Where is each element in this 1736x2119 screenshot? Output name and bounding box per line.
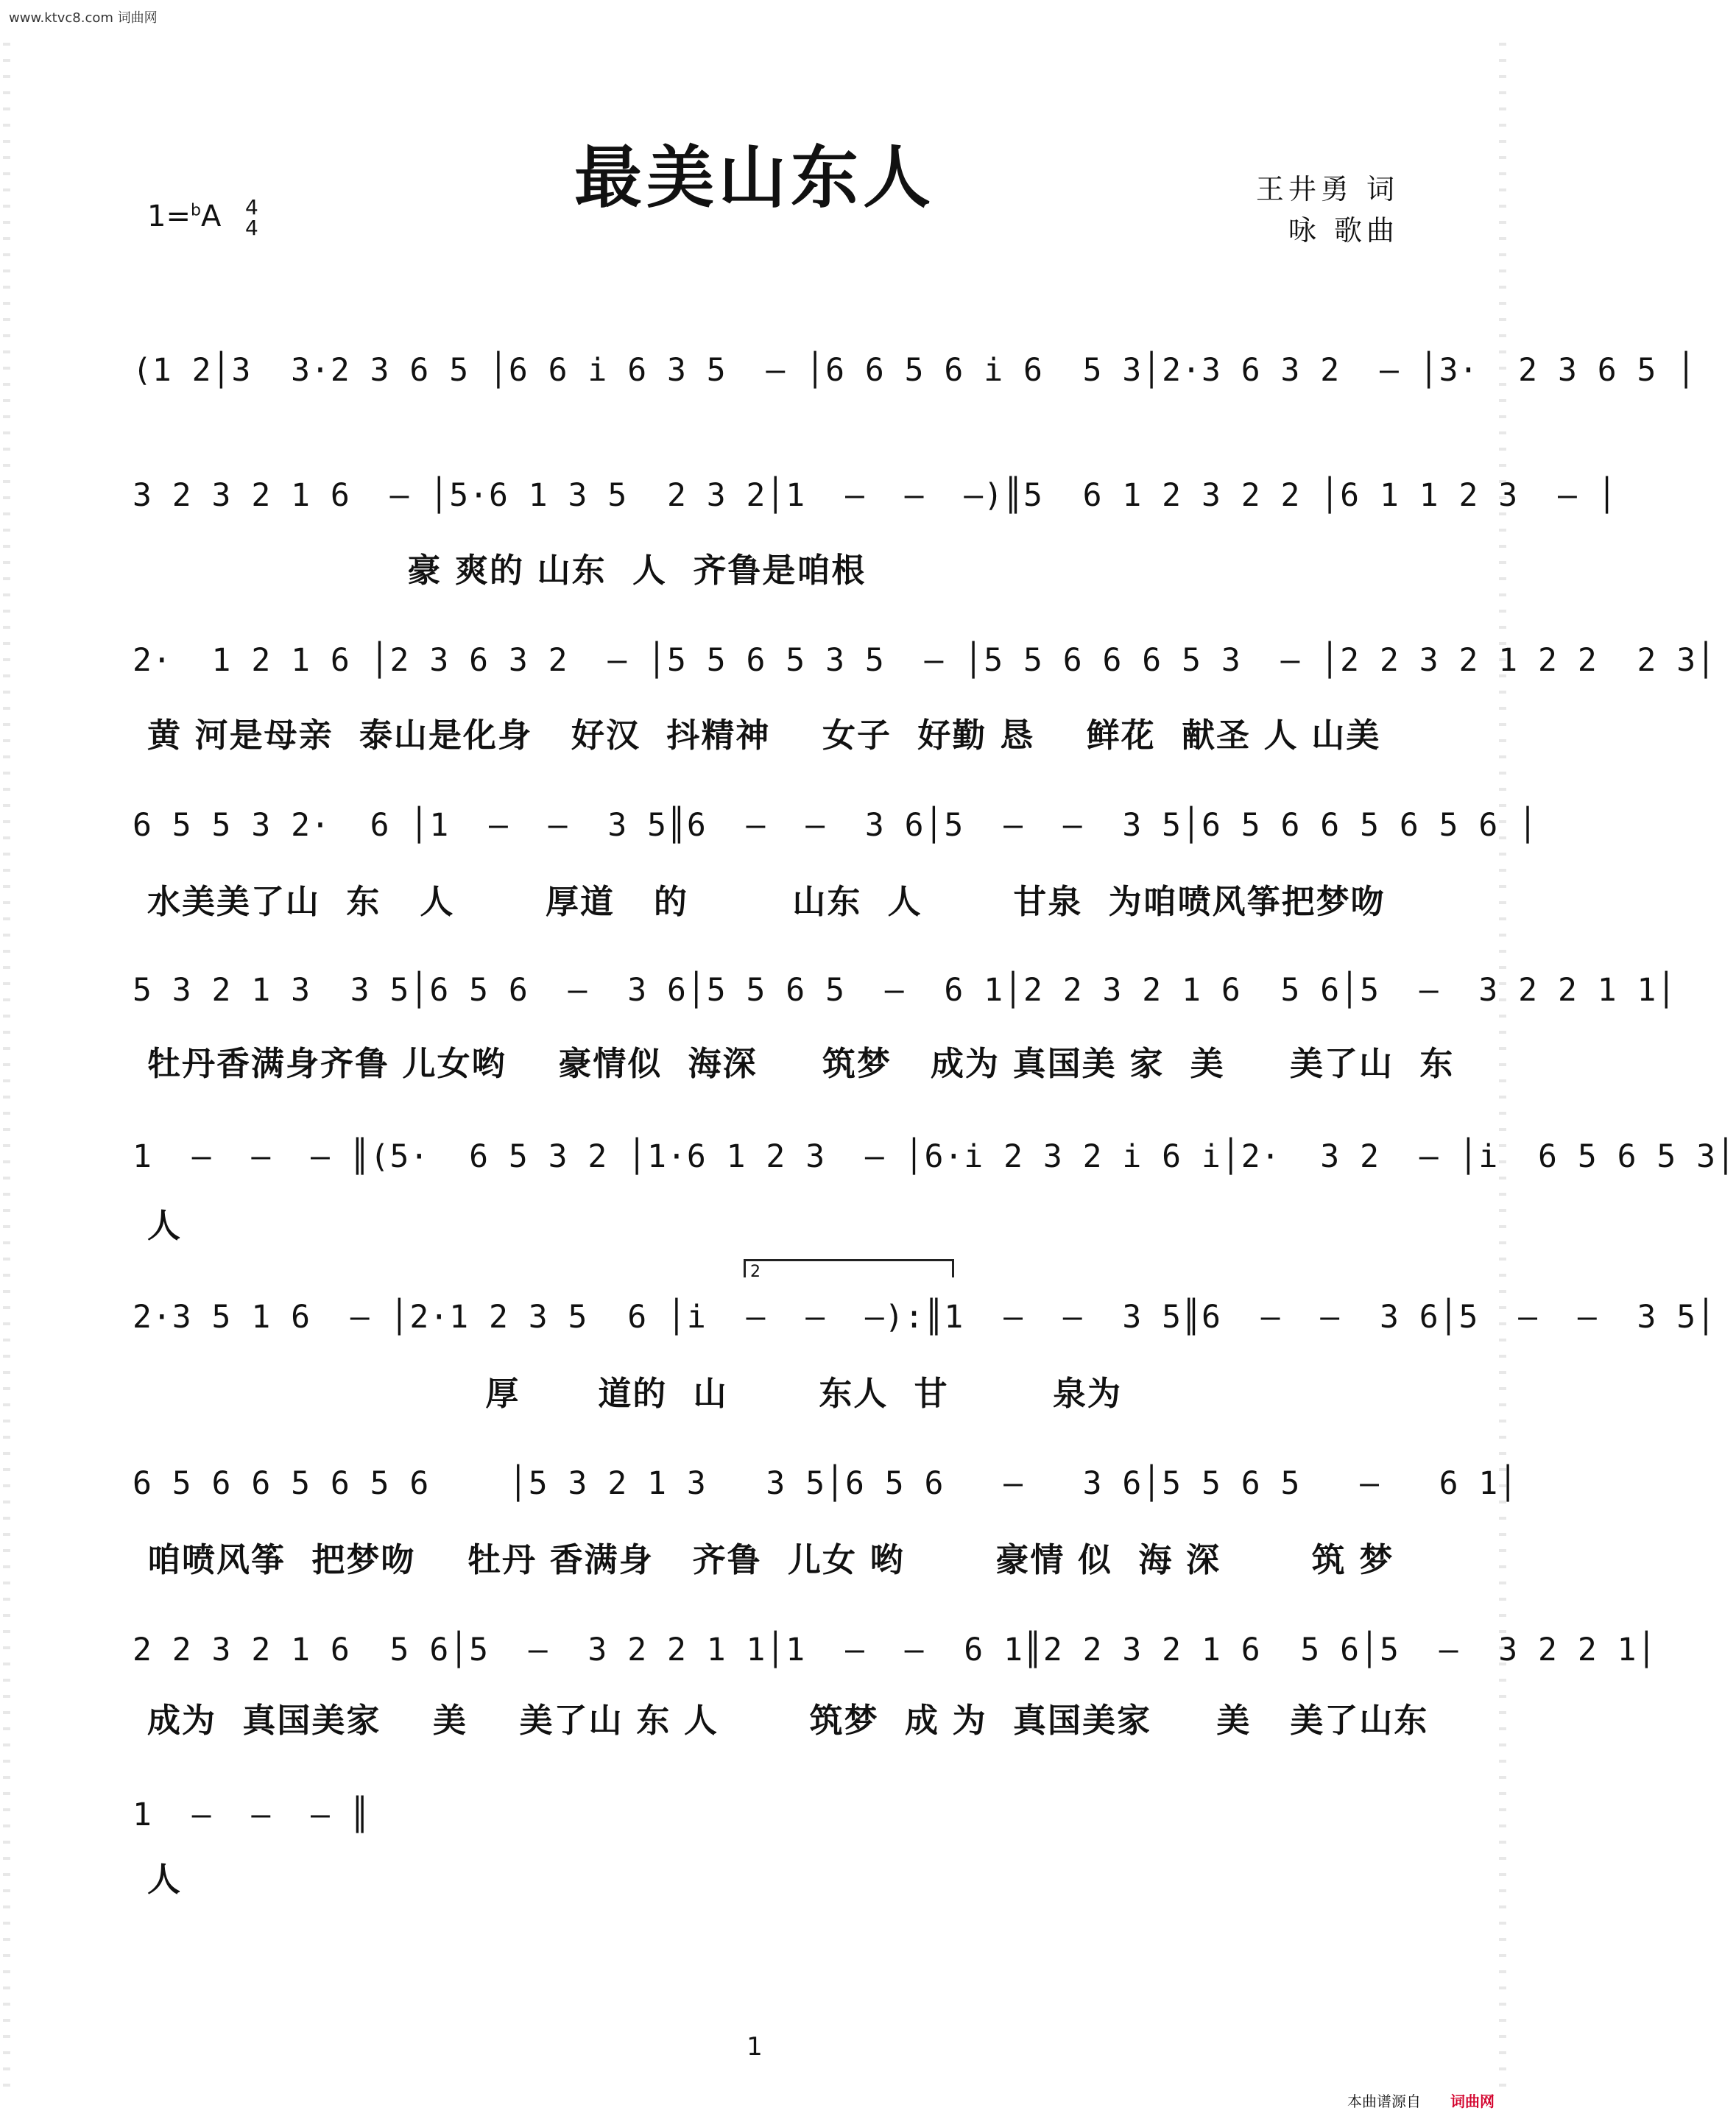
lyric-row-10: 人 bbox=[147, 1860, 183, 1899]
notation-row-8: 6 5 6 6 5 6 5 6 │5 3 2 1 3 3 5│6 5 6 – 3 6│5 5 6 5 – 6 1│ bbox=[133, 1465, 1519, 1502]
notation-row-4: 6 5 5 3 2· 6 │1 – – 3 5║6 – – 3 6│5 – – 3 5│6 5 6 6 5 6 5 6 │ bbox=[133, 807, 1539, 844]
notation-row-3: 2· 1 2 1 6 │2 3 6 3 2 – │5 5 6 5 3 5 – │5 5 6 6 6 5 3 – │2 2 3 2 1 2 2 2 3│ bbox=[133, 642, 1717, 679]
time-signature bbox=[245, 197, 258, 239]
key-prefix: 1= bbox=[147, 200, 191, 233]
lyric-row-4: 水美美了山 东 人 厚道 的 山东 人 甘泉 为咱喷风筝把梦吻 bbox=[147, 882, 1386, 921]
lyric-row-9: 成为 真国美家 美 美了山 东 人 筑梦 成 为 真国美家 美 美了山东 bbox=[147, 1701, 1429, 1740]
key-note: A bbox=[200, 200, 222, 233]
footer-source-text: 本曲谱源自 bbox=[1347, 2092, 1421, 2110]
left-margin-strip bbox=[3, 29, 10, 2090]
footer-source bbox=[1347, 2090, 1495, 2111]
lyric-row-5: 牡丹香满身齐鲁 儿女哟 豪情似 海深 筑梦 成为 真国美 家 美 美了山 东 bbox=[147, 1044, 1455, 1083]
volta-label: 2 bbox=[750, 1263, 761, 1281]
notation-row-6: 1 – – – ║(5· 6 5 3 2 │1·6 1 2 3 – │6·i 2 3 2 i 6 i│2· 3 2 – │i 6 5 6 5 3│ bbox=[133, 1138, 1736, 1175]
page-number: 1 bbox=[747, 2032, 763, 2062]
watermark-text: www.ktvc8.com 词曲网 bbox=[9, 10, 158, 26]
key-flat: b bbox=[190, 201, 201, 220]
composer-credit: 咏 歌曲 bbox=[1288, 214, 1399, 247]
right-margin-strip bbox=[1499, 29, 1506, 2090]
footer-brand-logo: 词曲网 bbox=[1450, 2092, 1495, 2110]
lyric-row-3: 黄 河是母亲 泰山是化身 好汉 抖精神 女子 好勤 恳 鲜花 献圣 人 山美 bbox=[147, 716, 1381, 755]
key-signature bbox=[147, 197, 258, 239]
lyric-row-2: 豪 爽的 山东 人 齐鲁是咱根 bbox=[147, 551, 867, 590]
notation-row-2: 3 2 3 2 1 6 – │5·6 1 3 5 2 3 2│1 – – –)║5 6 1 2 3 2 2 │6 1 1 2 3 – │ bbox=[133, 477, 1617, 514]
volta-bracket bbox=[744, 1259, 954, 1281]
notation-row-7: 2·3 5 1 6 – │2·1 2 3 5 6 │i – – –):║1 – – 3 5║6 – – 3 6│5 – – 3 5│ bbox=[133, 1299, 1717, 1336]
notation-row-5: 5 3 2 1 3 3 5│6 5 6 – 3 6│5 5 6 5 – 6 1│2 2 3 2 1 6 5 6│5 – 3 2 2 1 1│ bbox=[133, 972, 1677, 1009]
lyricist-credit: 王井勇 词 bbox=[1255, 173, 1399, 205]
time-top: 4 bbox=[245, 195, 258, 219]
song-title: 最美山东人 bbox=[574, 138, 935, 217]
notation-row-9: 2 2 3 2 1 6 5 6│5 – 3 2 2 1 1│1 – – 6 1║2 2 3 2 1 6 5 6│5 – 3 2 2 1│ bbox=[133, 1632, 1657, 1668]
time-bottom: 4 bbox=[245, 216, 258, 240]
lyric-row-8: 咱喷风筝 把梦吻 牡丹 香满身 齐鲁 儿女 哟 豪情 似 海 深 筑 梦 bbox=[147, 1540, 1394, 1579]
notation-row-10: 1 – – – ║ bbox=[133, 1797, 370, 1833]
lyric-row-7: 厚 道的 山 东人 甘 泉为 bbox=[147, 1374, 1122, 1413]
notation-row-1: (1 2│3 3·2 3 6 5 │6 6 i 6 3 5 – │6 6 5 6 i 6 5 3│2·3 6 3 2 – │3· 2 3 6 5 │ bbox=[133, 352, 1697, 389]
lyric-row-6: 人 bbox=[147, 1206, 183, 1245]
